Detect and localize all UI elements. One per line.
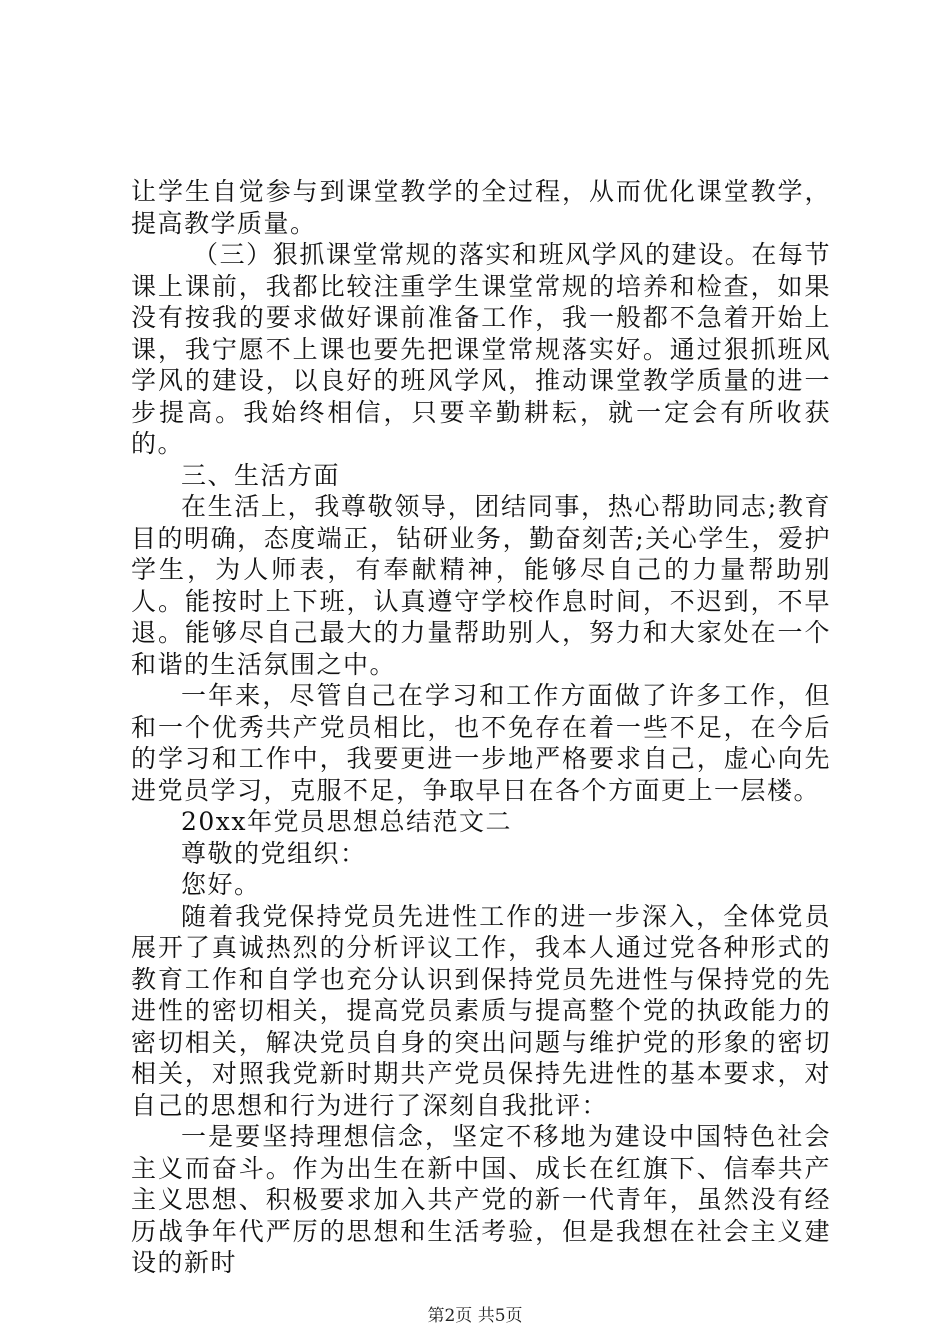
salutation: 尊敬的党组织： — [181, 838, 367, 868]
paragraph-3: 在生活上，我尊敬领导，团结同事，热心帮助同志;教育目的明确，态度端正，钻研业务，勤奋刻苦;关心学生，爱护学生，为人师表，有奉献精神，能够尽自己的力量帮助别人。能按时上下班，认真遵守学校作息时间，不迟到，不早退。能够尽自己最大的力量帮助别人，努力和大家处在一个和谐的生活氛围之中。 — [131, 492, 831, 679]
paragraph-6: 一是要坚持理想信念，坚定不移地为建设中国特色社会主义而奋斗。作为出生在新中国、成长在红旗下、信奉共产主义思想、积极要求加入共产党的新一代青年，虽然没有经历战争年代严厉的思想和生活考验，但是我想在社会主义建设的新时 — [131, 1122, 831, 1277]
paragraph-5: 随着我党保持党员先进性工作的进一步深入，全体党员展开了真诚热烈的分析评议工作，我本人通过党各种形式的教育工作和自学也充分认识到保持党员先进性与保持党的先进性的密切相关，提高党员素质与提高整个党的执政能力的密切相关，解决党员自身的突出问题与维护党的形象的密切相关，对照我党新时期共产党员保持先进性的基本要求，对自己的思想和行为进行了深刻自我批评： — [131, 901, 831, 1120]
article-title: 20xx年党员思想总结范文二 — [181, 807, 513, 836]
document-body — [131, 176, 831, 1279]
greeting: 您好。 — [181, 870, 261, 899]
page-footer — [0, 1301, 950, 1326]
paragraph-2: （三）狠抓课堂常规的落实和班风学风的建设。在每节课上课前，我都比较注重学生课堂常规的培养和检查，如果没有按我的要求做好课前准备工作，我一般都不急着开始上课，我宁愿不上课也要先把课堂常规落实好。通过狠抓班风学风的建设，以良好的班风学风，推动课堂教学质量的进一步提高。我始终相信，只要辛勤耕耘，就一定会有所收获的。 — [131, 240, 831, 458]
section-heading-life: 三、生活方面 — [181, 460, 341, 490]
paragraph-4: 一年来，尽管自己在学习和工作方面做了许多工作，但和一个优秀共产党员相比，也不免存在着一些不足，在今后的学习和工作中，我要更进一步地严格要求自己，虚心向先进党员学习，克服不足，争取早日在各个方面更上一层楼。 — [131, 681, 831, 805]
page-number: 第2页 共5页 — [427, 1306, 523, 1326]
paragraph-1: 让学生自觉参与到课堂教学的全过程，从而优化课堂教学，提高教学质量。 — [131, 177, 831, 238]
